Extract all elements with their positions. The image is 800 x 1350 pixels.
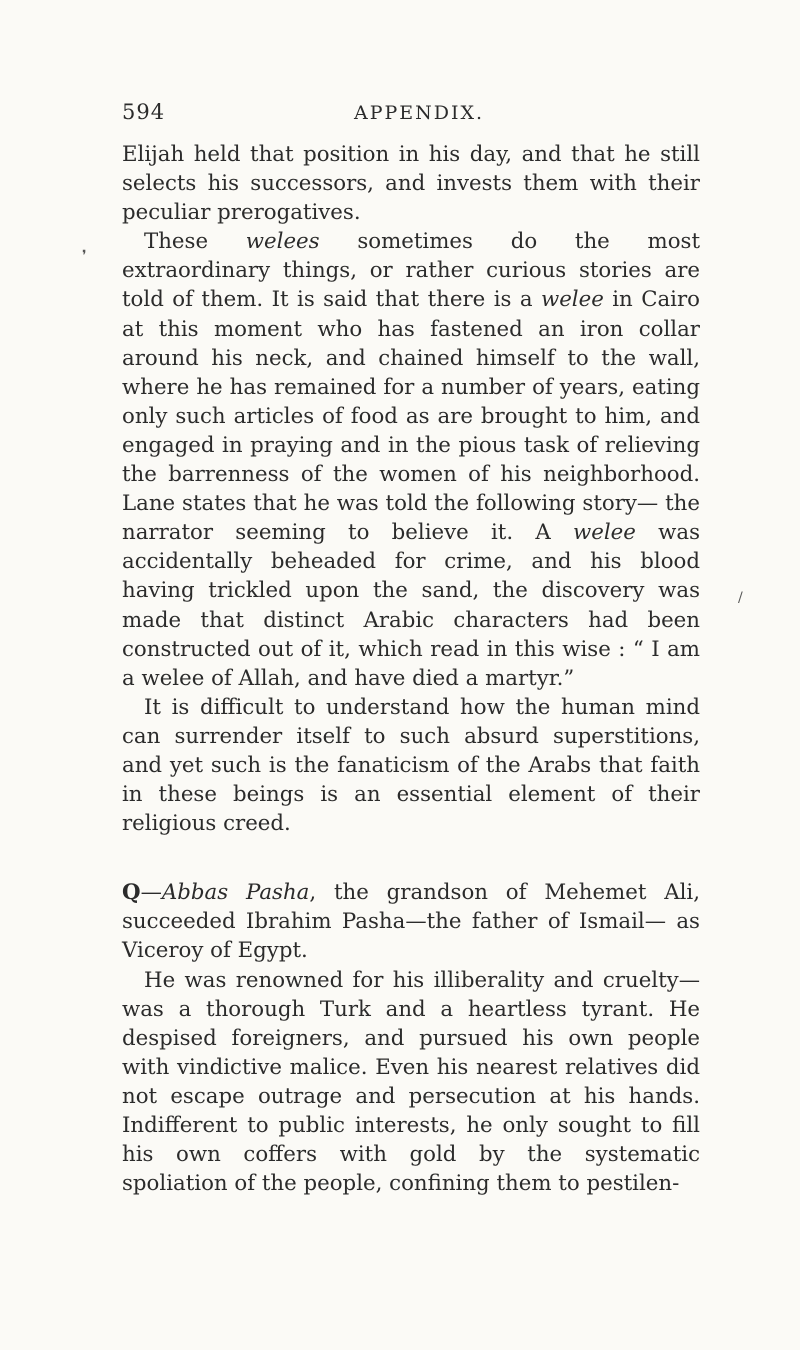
paragraph-welees (122, 227, 700, 693)
italic-name: Abbas Pasha (161, 880, 310, 906)
text-run: was accidentally beheaded for crime, and his blood having trickled upon the sand, the discovery was made that distinct Arabic characters had been constructed out of it, which read in this wise : “ I am a welee of Allah, and have died a martyr.” (122, 520, 700, 691)
running-head: APPENDIX. (354, 102, 485, 124)
question-label: Q (122, 880, 141, 906)
text-run: These (144, 229, 246, 255)
text-run: — (140, 880, 162, 906)
text-run: , the grandson of Mehemet Ali, succeeded Ibrahim Pasha—the father of Ismail— as Viceroy of Egypt. (122, 880, 700, 964)
paragraph-elijah: Elijah held that position in his day, and that he still selects his successors, and invests them with their peculiar prerogatives. (122, 142, 700, 226)
italic-term: welee (573, 520, 636, 546)
paragraph-question (122, 878, 700, 965)
margin-mark: / (738, 590, 743, 606)
page-number: 594 (122, 100, 166, 124)
paragraph-superstition: It is difficult to understand how the human mind can surrender itself to such absurd superstitions, and yet such is the fanaticism of the Arabs that faith in these beings is an essential element of their religious creed. (122, 694, 700, 837)
italic-term: welees (245, 229, 320, 255)
page-header (122, 100, 740, 130)
paragraph-abbas: He was renowned for his illiberality and cruelty— was a thorough Turk and a heartless tyrant. He despised foreigners, and pursued his own people with vindictive malice. Even his nearest relatives did not escape outrage and persecution at his hands. Indifferent to public interests, he only sought to fill his own coffers with gold by the systematic spoliation of the people, confining them to pestilen- (122, 967, 700, 1197)
text-run: in Cairo at this moment who has fastened an iron collar around his neck, and chained himself to the wall, where he has remained for a number of years, eating only such articles of food as are brought to him, and engaged in praying and in the pious task of relieving the barrenness of the women of his neighborhood. Lane states that he was told the following story— the narrator seeming to believe it. A (122, 287, 700, 546)
section-gap (122, 838, 700, 878)
body-text (122, 140, 700, 1198)
margin-mark: ❜ (82, 248, 87, 264)
text-run: sometimes do the most extraordinary things, or rather curious stories are told of them. It is said that there is a (122, 229, 701, 313)
italic-term: welee (540, 287, 604, 313)
